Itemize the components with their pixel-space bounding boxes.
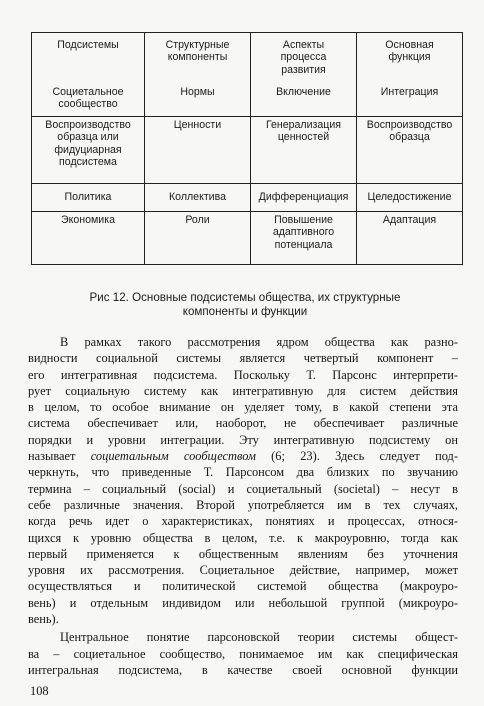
cell-text: Включение <box>276 86 331 98</box>
cell-text: Интеграция <box>380 86 439 98</box>
text-line: Центральное понятие парсоновской теории системы общест- <box>60 630 458 645</box>
table-cell <box>32 117 145 184</box>
text-line: ва – социетальное сообщество, понимаемое им как специфическая <box>28 646 458 661</box>
table-row <box>32 212 463 265</box>
cell-text: Социетальное сообщество <box>52 86 124 111</box>
table-row <box>32 184 463 212</box>
table-cell <box>145 117 251 184</box>
text-line: термина – социальный (social) и социетальный (societal) – несут в <box>28 481 458 496</box>
header-cell-function <box>357 33 463 86</box>
cell-text: Экономика <box>61 214 115 226</box>
text-line: в целом, то особое внимание он уделяет тому, в какой степени эта <box>28 400 458 415</box>
text-line: порядки и уровни интеграции. Эту интегративную подсистему он <box>28 432 458 447</box>
text-line: рует социальную систему как интегративную для систем действия <box>28 383 458 398</box>
table-cell <box>251 117 357 184</box>
text-line: когда речь идет о характеристиках, понятиях и процессах, относя- <box>28 514 458 529</box>
cell-text: Воспроизводство образца или фидуциарная подсистема <box>45 119 131 169</box>
text-line: интегральная подсистема, в качестве своей основной функции <box>28 662 458 677</box>
text-fragment: (6; 23). Здесь следует под- <box>255 449 458 464</box>
text-line: В рамках такого рассмотрения ядром общества как разно- <box>60 335 458 349</box>
text-line: щихся к уровню общества в целом, т.е. к макроуровню, тогда как <box>28 530 458 545</box>
table-header-row <box>32 33 463 86</box>
body-text <box>28 334 458 678</box>
text-line <box>28 448 458 464</box>
header-cell-subsystems <box>32 33 145 86</box>
header-label: Структурные компоненты <box>165 39 230 64</box>
table-cell <box>32 184 145 212</box>
text-fragment: называет <box>28 449 91 464</box>
italic-term: социетальным сообществом <box>90 449 256 464</box>
cell-text: Повышение адаптивного потенциала <box>272 214 335 251</box>
table-cell <box>251 212 357 265</box>
header-cell-components <box>145 33 251 86</box>
table-cell <box>251 184 357 212</box>
cell-text: Воспроизводство образца <box>366 119 453 144</box>
cell-text: Генерализация ценностей <box>265 119 341 144</box>
cell-text: Адаптация <box>382 214 437 226</box>
header-label: Основная функция <box>385 39 434 64</box>
table-cell <box>357 85 463 117</box>
cell-text: Роли <box>185 214 210 226</box>
page-number: 108 <box>30 684 49 698</box>
table-cell <box>32 212 145 265</box>
cell-text: Дифференциация <box>258 190 349 203</box>
text-line: осуществляться и политической системой общества (макроуро- <box>28 579 458 594</box>
cell-text: Ценности <box>173 119 222 131</box>
cell-text: Коллектива <box>168 190 226 203</box>
table-cell <box>145 85 251 117</box>
table-cell <box>357 117 463 184</box>
table-cell <box>357 212 463 265</box>
table-row <box>32 117 463 184</box>
text-line: первый применяется к общественным явлениям без уточнения <box>28 546 458 561</box>
header-cell-aspects <box>251 33 357 86</box>
table-cell <box>32 85 145 117</box>
text-line: система обеспечивает или, наоборот, не обеспечивает различные <box>28 416 458 431</box>
header-label: Аспекты процесса развития <box>280 39 327 76</box>
table-row <box>32 85 463 117</box>
text-line: его интегративная подсистема. Поскольку Т. Парсонс интерпрети- <box>28 367 458 382</box>
table-cell <box>145 212 251 265</box>
table-cell <box>251 85 357 117</box>
table-cell <box>145 184 251 212</box>
cell-text: Политика <box>64 190 112 203</box>
text-line: себе различные значения. Второй употребляется им в тех случаях, <box>28 497 458 512</box>
cell-text: Нормы <box>180 86 215 98</box>
text-line: вень) и отдельным индивидом или небольшой группой (микроуро- <box>28 595 458 610</box>
figure-caption: Рис 12. Основные подсистемы общества, их структурные компоненты и функции <box>89 291 401 318</box>
text-line: черкнуть, что приведенные Т. Парсонсом два близких по звучанию <box>28 465 458 480</box>
text-line: вень). <box>28 612 59 627</box>
header-label: Подсистемы <box>57 39 119 51</box>
cell-text: Целедостижение <box>367 190 452 203</box>
subsystems-table <box>31 32 463 265</box>
table-cell <box>357 184 463 212</box>
text-line: видности социальной системы является четвертый компонент – <box>28 351 458 366</box>
text-line: уровня их рассмотрения. Социетальное действие, например, может <box>28 563 458 578</box>
